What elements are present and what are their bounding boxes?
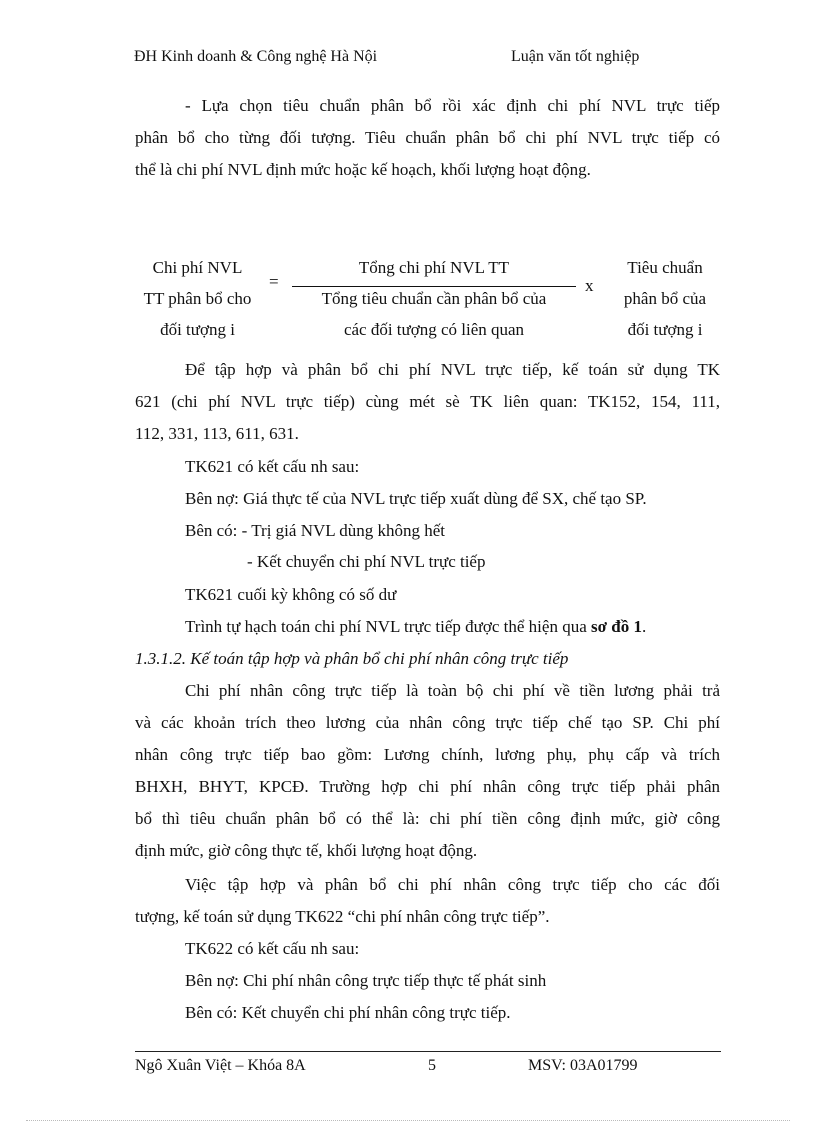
formula-denominator: các đối tượng có liên quan bbox=[343, 320, 525, 339]
tk621-sequence bbox=[185, 611, 646, 643]
formula-text: đối tượng i bbox=[627, 320, 703, 339]
tk622-credit: Bên có: Kết chuyển chi phí nhân công trực tiếp. bbox=[185, 1003, 511, 1022]
tk621-credit: Bên có: - Trị giá NVL dùng không hết bbox=[185, 521, 446, 540]
footer-divider bbox=[135, 1051, 721, 1052]
formula-denominator: Tổng tiêu chuẩn cần phân bổ của bbox=[321, 289, 547, 308]
tk621-credit-transfer: - Kết chuyển chi phí NVL trực tiếp bbox=[247, 552, 486, 571]
page-footer bbox=[135, 1057, 721, 1077]
paragraph-tk621-intro bbox=[135, 354, 720, 450]
section-heading: 1.3.1.2. Kế toán tập hợp và phân bổ chi phí nhân công trực tiếp bbox=[135, 649, 569, 668]
formula-times: x bbox=[585, 276, 594, 295]
paragraph-line: - Lựa chọn tiêu chuẩn phân bổ rồi xác định chi phí NVL trực tiếp bbox=[185, 96, 720, 115]
page-edge-divider bbox=[26, 1120, 790, 1121]
paragraph-line: và các khoản trích theo lương của nhân công trực tiếp chế tạo SP. Chi phí bbox=[135, 713, 720, 732]
tk622-debit: Bên nợ: Chi phí nhân công trực tiếp thực tế phát sinh bbox=[185, 971, 547, 990]
paragraph-line: bổ thì tiêu chuẩn phân bổ có thể là: chi phí tiền công định mức, giờ công bbox=[135, 809, 720, 828]
paragraph-line: phân bổ cho từng đối tượng. Tiêu chuẩn phân bổ chi phí NVL trực tiếp có bbox=[135, 128, 720, 147]
formula-right-term bbox=[600, 252, 730, 345]
formula-left-term bbox=[130, 252, 265, 345]
paragraph-allocation-criteria bbox=[135, 90, 720, 186]
formula-text: phân bổ của bbox=[623, 289, 707, 308]
tk621-debit: Bên nợ: Giá thực tế của NVL trực tiếp xuất dùng để SX, chế tạo SP. bbox=[185, 489, 647, 508]
paragraph-line: thể là chi phí NVL định mức hoặc kế hoạch, khối lượng hoạt động. bbox=[135, 160, 591, 179]
paragraph-line: Việc tập hợp và phân bổ chi phí nhân công trực tiếp cho các đối bbox=[185, 875, 720, 894]
formula-equals: = bbox=[269, 272, 279, 291]
paragraph-line: định mức, giờ công thực tế, khối lượng hoạt động. bbox=[135, 841, 478, 860]
paragraph-line: BHXH, BHYT, KPCĐ. Trường hợp chi phí nhân công trực tiếp phải phân bbox=[135, 777, 720, 796]
page-header bbox=[134, 48, 720, 70]
diagram-reference: sơ đồ 1 bbox=[590, 617, 642, 636]
tk621-balance: TK621 cuối kỳ không có số dư bbox=[185, 585, 397, 604]
formula-text: đối tượng i bbox=[160, 320, 235, 339]
paragraph-line: Để tập hợp và phân bổ chi phí NVL trực tiếp, kế toán sử dụng TK bbox=[185, 360, 720, 379]
sequence-text: Trình tự hạch toán chi phí NVL trực tiếp được thể hiện qua bbox=[185, 617, 591, 636]
page-number: 5 bbox=[428, 1057, 436, 1074]
footer-author: Ngô Xuân Việt – Khóa 8A bbox=[135, 1057, 306, 1074]
header-thesis-title: Luận văn tốt nghiệp bbox=[511, 48, 640, 65]
sequence-end: . bbox=[641, 617, 647, 636]
paragraph-line: 112, 331, 113, 611, 631. bbox=[135, 424, 299, 443]
paragraph-line: nhân công trực tiếp bao gồm: Lương chính, lương phụ, phụ cấp và trích bbox=[135, 745, 720, 764]
formula-text: TT phân bổ cho bbox=[143, 289, 252, 308]
paragraph-labor-cost bbox=[135, 675, 720, 867]
fraction-bar bbox=[292, 286, 576, 287]
allocation-formula bbox=[130, 250, 730, 350]
paragraph-line: 621 (chi phí NVL trực tiếp) cùng mét sè TK liên quan: TK152, 154, 111, bbox=[135, 392, 720, 411]
paragraph-line: tượng, kế toán sử dụng TK622 “chi phí nhân công trực tiếp”. bbox=[135, 907, 550, 926]
header-university: ĐH Kinh doanh & Công nghệ Hà Nội bbox=[134, 48, 378, 65]
formula-numerator: Tổng chi phí NVL TT bbox=[358, 258, 510, 277]
tk621-structure: TK621 có kết cấu nh sau: bbox=[185, 457, 360, 476]
formula-fraction bbox=[290, 252, 578, 345]
footer-student-id: MSV: 03A01799 bbox=[528, 1057, 638, 1074]
paragraph-tk622-intro bbox=[135, 869, 720, 933]
formula-text: Chi phí NVL bbox=[152, 258, 243, 277]
paragraph-line: Chi phí nhân công trực tiếp là toàn bộ chi phí về tiền lương phải trả bbox=[185, 681, 720, 700]
tk622-structure: TK622 có kết cấu nh sau: bbox=[185, 939, 360, 958]
formula-text: Tiêu chuẩn bbox=[627, 258, 703, 277]
